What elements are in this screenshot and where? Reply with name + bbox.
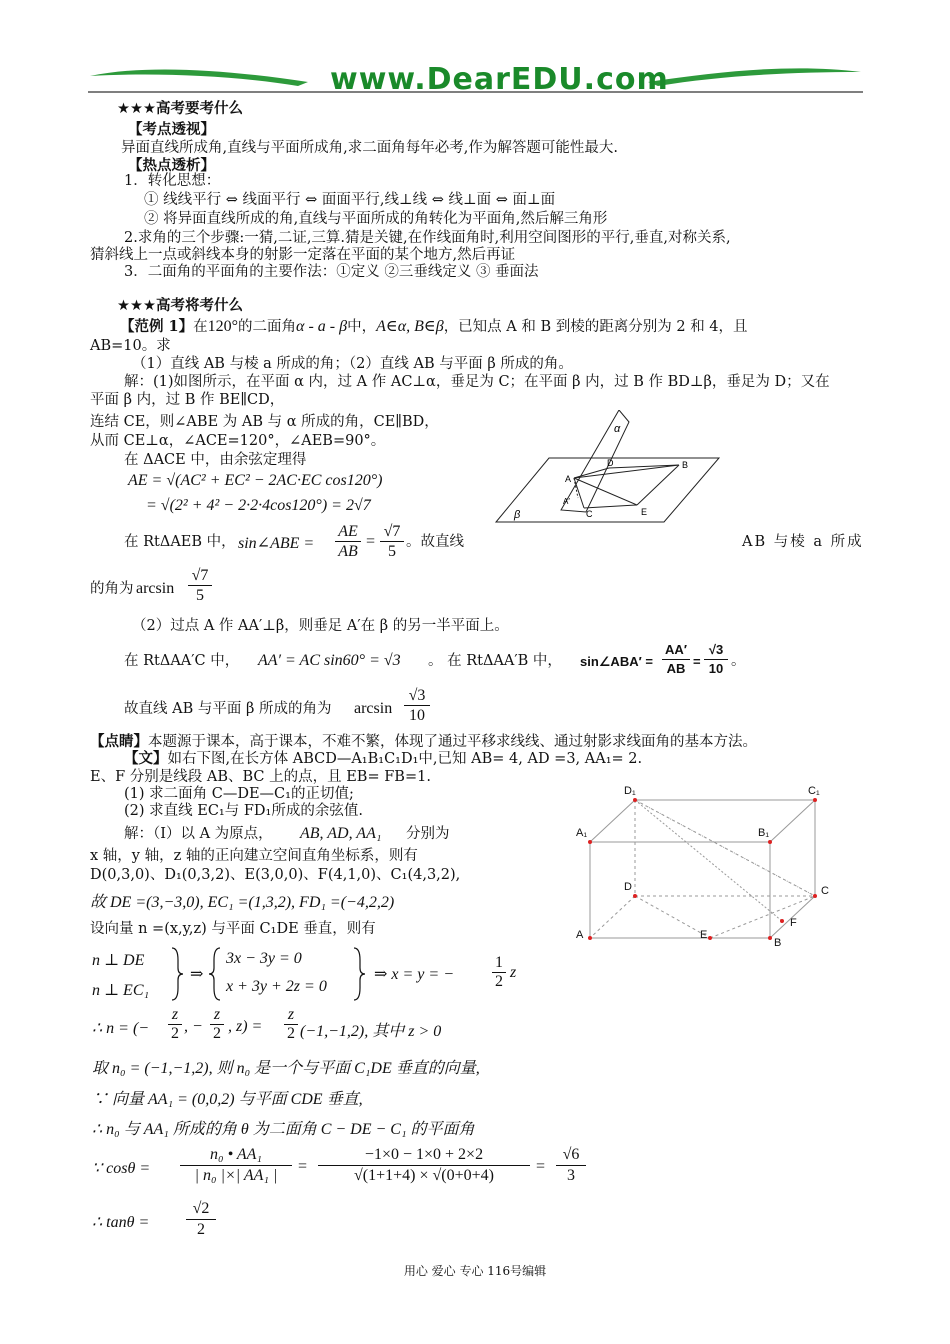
- redian-label: 【热点透析】: [128, 157, 215, 174]
- rt-aac-text: 在 RtΔAA′C 中，: [124, 653, 240, 669]
- frac-z2-a-num: z: [168, 1006, 182, 1025]
- footer: 用心 爱心 专心 116号编辑: [403, 1264, 547, 1278]
- frac-cos-2: [318, 1145, 530, 1186]
- sin-abe-label: sin∠ABE =: [238, 535, 315, 552]
- rt-aeb-text: 在 RtΔAEB 中，: [124, 534, 236, 550]
- point-a: [588, 936, 592, 940]
- frac-cos-1-den: | n₀ |×| AA₁ |: [194, 1167, 278, 1184]
- frac-ab-denominator: AB: [338, 543, 358, 560]
- answer1-fraction: [188, 566, 212, 605]
- answer1-denominator: 5: [196, 587, 204, 604]
- section1-title: ★★★高考要考什么: [117, 101, 243, 117]
- segment-fd1: [635, 800, 782, 921]
- wen-question2: (2) 求直线 EC₁与 FD₁所成的余弦值.: [124, 803, 363, 819]
- item-1b: ② 将异面直线所成的角,直线与平面所成的角转化为平面角,然后解三角形: [144, 211, 608, 227]
- example1-label: 【范例 1】: [120, 318, 194, 335]
- frac-half: [492, 954, 506, 991]
- label-b: B: [682, 460, 689, 470]
- example1-line1: [120, 318, 748, 336]
- segment-be: [637, 465, 679, 505]
- wen-question1: (1) 求二面角 C—DE—C₁的正切值;: [124, 786, 354, 802]
- frac-cos-3: [556, 1145, 586, 1186]
- aa1-line: ∵ 向量 AA₁ = (0,0,2) 与平面 CDE 垂直,: [92, 1091, 363, 1108]
- rt-aeb-conclusion: 。故直线: [406, 534, 464, 550]
- cosine-law-eq2: = √(2² + 4² − 2·2·4cos120°) = 2√7: [146, 497, 371, 514]
- label-e: E: [641, 507, 648, 517]
- normal-expr-a: ∴ n = (−: [92, 1020, 150, 1037]
- edge-ad: [590, 896, 635, 938]
- item-1a: ① 线线平行 ⇔ 线面平行 ⇔ 面面平行,线⊥线 ⇔ 线⊥面 ⇔ 面⊥面: [144, 192, 556, 208]
- eq-x-3y-2z: x + 3y + 2z = 0: [226, 978, 327, 995]
- equals-sign-1: =: [365, 533, 376, 550]
- answer1-numerator: √7: [188, 566, 212, 586]
- label-alpha: α: [614, 423, 621, 435]
- example1-line2: AB=10。求: [90, 338, 171, 354]
- item-1: 1．转化思想：: [124, 173, 221, 189]
- ex1-dihedral: α - a - β: [296, 318, 348, 335]
- wen-sol-b: 分别为: [406, 826, 450, 842]
- ex1-text-d: ，已知点 A 和 B 到棱的距离分别为 2 和 4，且: [443, 319, 748, 335]
- point-b: [768, 936, 772, 940]
- wen-sol-a: 解：（I）以 A 为原点，: [124, 826, 273, 842]
- frac-cos-3-den: 3: [567, 1167, 575, 1184]
- label-c: C: [586, 509, 593, 519]
- rt-aab-end: 。: [731, 653, 746, 669]
- cuboid-figure: [570, 778, 830, 953]
- answer2-fraction: [404, 686, 430, 725]
- frac-sqrt3-numerator: √3: [704, 641, 728, 660]
- equals-sign-2: =: [693, 654, 701, 669]
- sin-aba-label: sin∠ABA′ =: [580, 654, 653, 669]
- answer2-prefix: 故直线 AB 与平面 β 所成的角为: [124, 701, 332, 717]
- frac-aa-ab: [662, 641, 690, 678]
- wen-sol-vectors2: 故 DE =(3,−3,0), EC₁ =(1,3,2), FD₁ =(−4,2,2): [90, 894, 395, 911]
- frac-cos-3-num: √6: [556, 1145, 586, 1166]
- frac-z2-a: [168, 1006, 182, 1043]
- solution-line2: 平面 β 内，过 B 作 BE∥CD，: [90, 392, 285, 408]
- frac-z2-a-den: 2: [171, 1025, 179, 1042]
- item-3: 3．二面角的平面角的主要作法：①定义 ②三垂线定义 ③ 垂面法: [124, 264, 539, 280]
- equals-3: =: [298, 1158, 308, 1175]
- frac-z2-b-num: z: [210, 1006, 224, 1025]
- rt-aab-text: 。 在 RtΔAA′B 中，: [428, 653, 562, 669]
- wen-sol-coords: D(0,3,0)、D₁(0,3,2)、E(3,0,0)、F(4,1,0)、C₁(4,3,2),: [90, 867, 461, 883]
- wen-sol-normal: 设向量 n =(x,y,z) 与平面 C₁DE 垂直，则有: [90, 921, 376, 937]
- segment-ad: [574, 468, 609, 478]
- arrow-1: ⇒: [190, 966, 204, 983]
- tan-theta-label: ∴ tanθ =: [92, 1214, 150, 1231]
- segment-ac: [574, 478, 584, 508]
- segment-ce: [584, 505, 637, 508]
- cos-theta-label: ∵ cosθ =: [92, 1160, 151, 1177]
- aa-prime-eq: AA′ = AC sin60° = √3: [258, 652, 401, 669]
- frac-sqrt7-5: [380, 522, 404, 561]
- solution-z: z: [510, 964, 517, 981]
- frac-cos-2-num: −1×0 − 1×0 + 2×2: [318, 1145, 530, 1166]
- ex1-points: A∈α, B∈β: [376, 318, 444, 335]
- wen-sol-vectors: AB, AD, AA₁: [300, 825, 382, 842]
- answer2-arcsin: arcsin: [354, 700, 393, 717]
- label-c: C: [821, 885, 829, 897]
- point-d: [633, 894, 637, 898]
- solution-xy: ⇒ x = y = −: [374, 966, 454, 983]
- solution-line5: 在 ΔACE 中，由余弦定理得: [124, 452, 307, 468]
- item-2b: 猜斜线上一点或斜线本身的射影一定落在平面的某个地方,然后再证: [90, 247, 516, 263]
- part2-intro: （2）过点 A 作 AA′⊥β，则垂足 A′在 β 的另一半平面上。: [132, 618, 509, 634]
- diag-d1c: [635, 800, 815, 896]
- solution-line3: 连结 CE，则∠ABE 为 AB 与 α 所成的角，CE∥BD，: [90, 414, 439, 430]
- right-brace-1: [170, 946, 184, 1002]
- frac-z2-b: [210, 1006, 224, 1043]
- normal-expr-c: , z) =: [228, 1018, 263, 1035]
- point-c: [813, 894, 817, 898]
- solution-line1: 解：(1)如图所示，在平面 α 内，过 A 作 AC⊥α，垂足为 C；在平面 β 内，过 B 作 BD⊥β，垂足为 D；又在: [124, 374, 830, 390]
- frac-cos-1: [180, 1145, 292, 1186]
- label-d1: D₁: [624, 785, 636, 797]
- answer2-denominator: 10: [409, 707, 425, 724]
- dihedral-angle-figure: [494, 410, 724, 530]
- answer1-arcsin: arcsin: [136, 580, 175, 597]
- section2-title: ★★★高考将考什么: [117, 298, 243, 314]
- dianjing-text: 本题源于课本，高于课本，不难不繁，体现了通过平移求线线、通过射影求线面角的基本方法。: [148, 734, 757, 750]
- answer2-numerator: √3: [404, 686, 430, 706]
- frac-z2-c-den: 2: [287, 1025, 295, 1042]
- label-a: A: [565, 474, 572, 484]
- edge-b1c1: [770, 800, 815, 842]
- label-e: E: [700, 929, 708, 941]
- cosine-law-eq1: AE = √(AC² + EC² − 2AC·EC cos120°): [128, 472, 383, 489]
- theta-line: ∴ n₀ 与 AA₁ 所成的角 θ 为二面角 C − DE − C₁ 的平面角: [92, 1121, 475, 1138]
- label-a1: A₁: [576, 827, 588, 839]
- ex1-text-c: 中，: [347, 319, 377, 335]
- wen-label: 【文】: [124, 750, 168, 767]
- segment-de: [635, 896, 710, 938]
- label-f: F: [790, 917, 797, 929]
- solution-line4: 从而 CE⊥α，∠ACE=120°，∠AEB=90°。: [90, 433, 386, 449]
- frac-half-denominator: 2: [495, 973, 503, 990]
- ex1-text-a: 在: [193, 319, 208, 335]
- segment-ec: [710, 896, 815, 938]
- wen-line1: [124, 750, 642, 768]
- label-d: D: [607, 458, 614, 468]
- left-leaf-swoosh: [90, 69, 308, 86]
- dianjing-label: 【点睛】: [90, 733, 148, 750]
- frac-half-numerator: 1: [492, 954, 506, 973]
- label-b: B: [774, 937, 782, 949]
- normal-expr-b: , −: [184, 1018, 203, 1035]
- rt-aeb-conclusion-right: AB 与棱 a 所成: [742, 534, 864, 550]
- right-leaf-swoosh: [648, 68, 861, 86]
- wen-line1-text: 如右下图,在长方体 ABCD—A₁B₁C₁D₁中,已知 AB= 4, AD =3, AA₁= 2.: [167, 751, 643, 767]
- kaodian-text: 异面直线所成角,直线与平面所成角,求二面角每年必考,作为解答题可能性最大.: [121, 140, 618, 156]
- frac-aa-numerator: AA′: [662, 641, 690, 660]
- answer1-prefix: 的角为: [90, 581, 134, 597]
- eq-3x-3y: 3x − 3y = 0: [226, 950, 302, 967]
- label-c1: C₁: [808, 785, 820, 797]
- point-f: [780, 919, 784, 923]
- frac-z2-b-den: 2: [213, 1025, 221, 1042]
- perp-ec1: n ⊥ EC₁: [92, 982, 150, 999]
- n0-line: 取 n₀ = (−1,−1,2), 则 n₀ 是一个与平面 C₁DE 垂直的向量,: [92, 1060, 480, 1077]
- perp-de: n ⊥ DE: [92, 952, 145, 969]
- point-c1: [813, 798, 817, 802]
- item-2a: 2.求角的三个步骤:一猜,二证,三算.猜是关键,在作线面角时,利用空间图形的平行,垂直,对称关系,: [124, 230, 731, 246]
- frac-tan: [186, 1199, 216, 1240]
- frac-ae-numerator: AE: [335, 522, 361, 542]
- dianjing-line: [90, 733, 757, 751]
- label-a: A: [576, 929, 584, 941]
- point-d1: [633, 798, 637, 802]
- label-beta: β: [514, 509, 521, 521]
- frac-z2-c: [284, 1006, 298, 1043]
- frac-ab-denominator-2: AB: [666, 661, 686, 676]
- wen-sol-axes: x 轴，y 轴，z 轴的正向建立空间直角坐标系，则有: [90, 848, 418, 864]
- label-b1: B₁: [758, 827, 770, 839]
- label-a-prime: A′: [563, 497, 570, 506]
- frac-cos-1-num: n₀ • AA₁: [180, 1145, 292, 1166]
- segment-ae: [574, 478, 637, 505]
- frac-z2-c-num: z: [284, 1006, 298, 1025]
- right-brace-2: [352, 946, 366, 1002]
- frac-sqrt7-numerator: √7: [380, 522, 404, 542]
- ex1-text-b: 的二面角: [238, 319, 297, 335]
- left-brace: [208, 946, 222, 1002]
- point-a1: [588, 840, 592, 844]
- label-d: D: [624, 881, 632, 893]
- kaodian-label: 【考点透视】: [128, 121, 215, 138]
- frac-tan-den: 2: [197, 1221, 205, 1238]
- site-logo[interactable]: www.DearEDU.com: [330, 62, 669, 97]
- point-e: [708, 936, 712, 940]
- normal-expr-d: (−1,−1,2), 其中 z > 0: [300, 1023, 442, 1040]
- point-b1: [768, 840, 772, 844]
- frac-ae-ab: [335, 522, 361, 561]
- frac-sqrt3-10: [704, 641, 728, 678]
- ex1-angle: 120°: [207, 318, 239, 335]
- frac-cos-2-den: √(1+1+4) × √(0+0+4): [354, 1167, 494, 1184]
- frac-tan-num: √2: [186, 1199, 216, 1220]
- frac-5-denominator: 5: [388, 543, 396, 560]
- edge-d1a1: [590, 800, 635, 842]
- wen-line2: E、F 分别是线段 AB、BC 上的点，且 EB= FB=1.: [90, 769, 431, 785]
- equals-4: =: [536, 1158, 546, 1175]
- example1-question: （1）直线 AB 与棱 a 所成的角；（2）直线 AB 与平面 β 所成的角。: [132, 356, 573, 372]
- frac-10-denominator: 10: [708, 661, 724, 676]
